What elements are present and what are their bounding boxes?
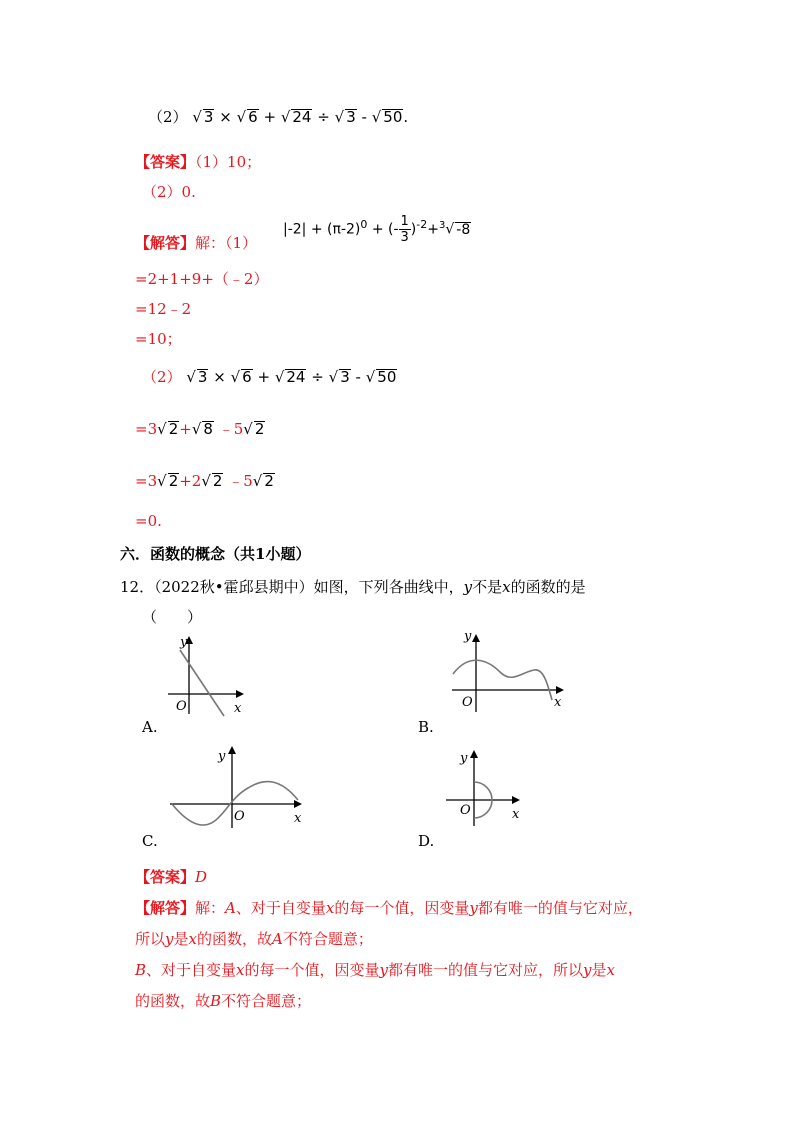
s12-A2: A [272, 930, 283, 948]
s12-l1d: 都有唯一的值与它对应， [477, 899, 643, 917]
s12-x1: x [325, 899, 335, 917]
s2b-r2: 2 [212, 472, 223, 490]
solution-intro [135, 232, 257, 253]
p2-t1: 3 [197, 368, 208, 386]
expr-frac-exp: -2 [416, 217, 428, 231]
graph-c-svg [168, 742, 318, 832]
s12-l4b: 不符合题意； [221, 992, 312, 1010]
q12-x: x [502, 578, 511, 596]
s12-l3e: 是 [591, 961, 607, 979]
s2b-r1: 2 [168, 472, 179, 490]
expr-abs: |-2| [283, 221, 307, 238]
q11-end: . [403, 108, 409, 126]
q11-op4: - [361, 108, 367, 126]
option-b: B. [418, 718, 434, 736]
option-d: D. [418, 832, 435, 850]
option-a: A. [142, 718, 158, 736]
s12-l3b: 、对于自变量 [146, 961, 237, 979]
solution-part2: （2） √ 3 × √ 6 + √ 24 ÷ √ 3 - √ 50 [142, 368, 397, 386]
s12-l2b: 是 [173, 930, 189, 948]
solution12-line4 [135, 990, 311, 1011]
solution12-line2 [135, 928, 373, 949]
s2a-minus: ﹣5 [218, 420, 244, 438]
q12-text-before: （2022秋•霍邱县期中）如图，下列各曲线中， [154, 578, 464, 596]
expr-plus2: + [371, 221, 384, 238]
solution-step1: =2+1+9+（﹣2） [135, 270, 269, 288]
graph-d-origin: O [460, 803, 471, 818]
q11-part2-prefix: （2） [148, 108, 188, 126]
p2-op3: ÷ [311, 368, 324, 386]
option-c: C. [142, 832, 158, 850]
s12-l2c: 的函数，故 [196, 930, 272, 948]
graph-c-origin: O [234, 809, 245, 824]
q11-t1: 3 [203, 108, 214, 126]
s12-A: A [225, 899, 236, 917]
graph-a-x-arrow [236, 690, 244, 698]
s12-x3: x [236, 961, 245, 979]
solution-step-2b: =3√ 2+2√ 2 ﹣5√ 2 [135, 472, 274, 490]
answer12-value: D [195, 868, 208, 886]
q12-blank: （ ） [142, 608, 203, 626]
graph-b [448, 628, 578, 718]
p2-t4: 3 [340, 368, 350, 386]
s2a-r3: 2 [254, 420, 265, 438]
q11-t5: 50 [383, 108, 403, 126]
s2b-plus: +2 [179, 472, 202, 490]
answer-1: （1）10； [195, 153, 262, 171]
s12-x4: x [606, 961, 615, 979]
section-title: 六．函数的概念（共1小题） [120, 545, 311, 563]
s12-l4a: 的函数，故 [135, 992, 211, 1010]
solution12-tag: 【解答】 [135, 899, 196, 917]
s2b-minus: ﹣5 [228, 472, 253, 490]
s12-l1b: 、对于自变量 [235, 899, 326, 917]
graph-c [168, 742, 318, 832]
graph-b-y-arrow [472, 634, 480, 642]
graph-a-origin: O [176, 699, 187, 714]
p2-t3: 24 [286, 368, 306, 386]
expr-root-body: -8 [456, 221, 471, 238]
s12-l1a: 解： [195, 899, 226, 917]
solution-intro-text: 解：（1） [195, 234, 258, 252]
s2a-plus: + [179, 420, 192, 438]
s2a-eq: =3 [135, 420, 158, 438]
s12-l3d: 都有唯一的值与它对应，所以 [388, 961, 584, 979]
solution-tag: 【解答】 [135, 234, 196, 252]
graph-a-svg [160, 628, 260, 718]
p2-t2: 6 [242, 368, 252, 386]
graph-d-svg [440, 742, 540, 832]
solution-step3: =10； [135, 330, 182, 348]
solution-step2: =12﹣2 [135, 300, 192, 318]
q12-stem [120, 576, 586, 597]
s12-l3c: 的每一个值，因变量 [244, 961, 380, 979]
graph-b-x-label: x [554, 695, 562, 710]
answer-2: （2）0. [142, 183, 196, 201]
s12-l2a: 所以 [135, 930, 166, 948]
s12-y1: y [469, 899, 478, 917]
graph-b-x-arrow [556, 686, 564, 694]
answer12 [135, 866, 207, 887]
q12-number: 12． [120, 578, 155, 596]
expr-frac-num: 1 [400, 214, 409, 229]
s12-x2: x [188, 930, 197, 948]
solution12-line1 [135, 897, 643, 918]
answer12-tag: 【答案】 [135, 868, 196, 886]
s12-l1c: 的每一个值，因变量 [334, 899, 470, 917]
solution-part2-prefix: （2） [142, 368, 182, 386]
graph-d-y-arrow [470, 750, 478, 758]
q11-op1: × [219, 108, 232, 126]
s12-y2: y [165, 930, 174, 948]
q11-part2: （2） √ 3 × √ 6 + √ 24 ÷ √ 3 - √ 50. [148, 108, 409, 126]
p2-op4: - [355, 368, 361, 386]
expr-pi-exp: 0 [360, 217, 368, 231]
graph-a-y-label: y [180, 635, 188, 650]
graph-c-x-arrow [294, 800, 302, 808]
expr-fraction [399, 214, 411, 245]
s12-l2d: 不符合题意； [282, 930, 373, 948]
expr-plus3: + [427, 221, 439, 238]
s2b-eq: =3 [135, 472, 158, 490]
q11-t4: 3 [346, 108, 356, 126]
solution12-line3 [135, 959, 615, 980]
graph-b-origin: O [462, 695, 473, 710]
graph-c-y-label: y [218, 749, 226, 764]
graph-c-x-label: x [294, 811, 302, 826]
q11-t2: 6 [248, 108, 258, 126]
s12-y4: y [583, 961, 592, 979]
graph-d-x-arrow [512, 796, 520, 804]
s2a-r1: 2 [168, 420, 179, 438]
s2a-r2: 8 [203, 420, 213, 438]
q12-y: y [463, 578, 473, 596]
graph-b-y-label: y [464, 629, 472, 644]
q12-text-mid: 不是 [472, 578, 503, 596]
graph-d [440, 742, 540, 832]
expr-frac-close: ) [410, 221, 417, 238]
solution-expression: $|-2| + (\pi-2)^0$ + (- $\frac{1}{3}$ )$^{-2}$+$^3$√ -8 [283, 214, 471, 245]
p2-op1: × [213, 368, 226, 386]
p2-t5: 50 [377, 368, 397, 386]
expr-frac-den: 3 [400, 230, 409, 245]
s2b-r3: 2 [264, 472, 274, 490]
s12-B: B [135, 961, 147, 979]
q11-op2: + [263, 108, 277, 126]
graph-a [160, 628, 260, 718]
solution-step-2c: =0. [135, 512, 162, 530]
graph-d-x-label: x [512, 807, 520, 822]
q11-t3: 24 [292, 108, 312, 126]
expr-plus1: + [310, 221, 323, 238]
expr-pi: (π-2) [327, 221, 361, 238]
answer-tag: 【答案】 [135, 153, 196, 171]
p2-op2: + [257, 368, 271, 386]
graph-c-y-arrow [228, 746, 236, 754]
graph-d-y-label: y [460, 751, 468, 766]
answer-line1 [135, 151, 261, 172]
expr-frac-open: (- [388, 221, 399, 238]
s12-B2: B [210, 992, 222, 1010]
graph-a-x-label: x [234, 701, 242, 716]
solution-step-2a: =3√ 2+√ 8 ﹣5√ 2 [135, 420, 265, 438]
graph-b-svg [448, 628, 578, 718]
q12-text-after: 的函数的是 [510, 578, 586, 596]
expr-root-index: 3 [438, 219, 446, 231]
s12-y3: y [379, 961, 389, 979]
q11-op3: ÷ [317, 108, 330, 126]
